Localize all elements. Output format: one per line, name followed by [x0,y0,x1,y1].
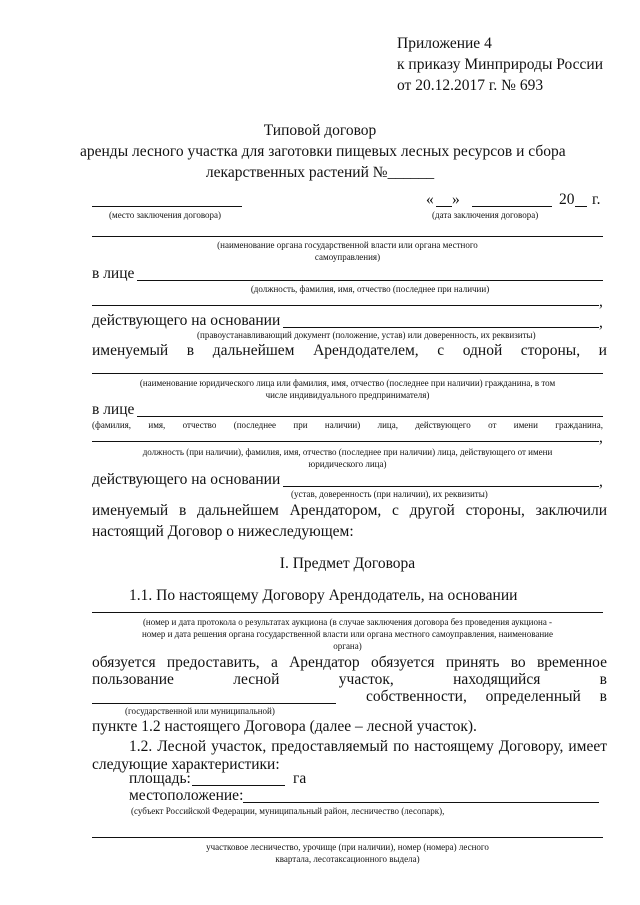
authority-caption-line-2: самоуправления) [314,252,381,262]
tenant-basis-caption: (устав, доверенность (при наличии), их реквизиты) [291,489,488,499]
tenant-name-caption [80,377,615,401]
area-unit: га [293,770,307,787]
auction-line[interactable] [92,612,603,613]
word: пользование [92,671,174,688]
word: собственности, [366,688,467,705]
word: и [598,342,607,359]
word: именуемый [92,342,169,359]
word: действующего [415,420,471,430]
date-quote-close: » [452,191,460,208]
place-line[interactable] [92,206,242,207]
comma: , [599,429,603,446]
tenant-name-caption-line-2: числе индивидуального предпринимателя) [265,390,430,400]
forestry-caption [92,841,603,865]
clause-point-line: пункте 1.2 настоящего Договора (далее – лесной участок). [92,718,477,735]
forestry-line[interactable] [92,837,603,838]
title-line-3: лекарственных растений №______ [205,164,435,181]
clause-1-1: 1.1. По настоящему Договору Арендодатель, на основании [129,587,518,604]
word: Арендатор [289,654,360,671]
word: находящийся [453,671,541,688]
landlord-in-person-label: в лице [92,265,135,282]
landlord-position-continuation-line[interactable] [92,305,599,306]
area-label: площадь: [129,770,191,787]
landlord-basis-line[interactable] [283,327,599,328]
tenant-name-caption-line-1: (наименование юридического лица или фамилия, имя, отчество (последнее при наличии) гражданина, в том [139,378,556,388]
word: в [599,688,607,705]
word: (фамилия, [92,420,132,430]
appendix-line-3: от 20.12.2017 г. № 693 [397,77,544,94]
word: принять [445,654,500,671]
date-year-prefix: 20 [559,191,575,208]
area-input-line[interactable] [192,785,285,786]
auction-caption-line-2: номер и дата решения органа государственной власти или органа местного самоуправления, наименование [141,629,553,639]
location-input-line[interactable] [243,802,599,803]
auction-caption-line-3: органа) [333,641,362,651]
word: стороны, [520,342,581,359]
word: с [437,342,445,359]
tenant-named-line-1: именуемый в дальнейшем Арендатором, с другой стороны, заключили [92,502,607,519]
location-caption: (субъект Российской Федерации, муниципальный район, лесничество (лесопарк), [131,806,445,816]
forestry-caption-line-2: квартала, лесотаксационного выдела) [275,854,420,864]
word: участок, [338,671,394,688]
comma: , [599,314,603,331]
landlord-basis-caption: (правоустанавливающий документ (положение, устав) или доверенность, их реквизиты) [197,330,536,340]
tenant-fio-caption [92,420,603,430]
word: а [270,654,278,671]
date-quote-open: « [426,191,434,208]
tenant-position-caption-line-2: юридического лица) [308,459,387,469]
word: отчество [182,420,217,430]
tenant-representative-line[interactable] [137,416,603,417]
place-caption: (место заключения договора) [109,210,222,220]
comma: , [599,293,603,310]
landlord-acting-basis-label: действующего на основании [92,312,281,329]
word: Арендодателем, [313,342,419,359]
auction-caption [80,616,615,652]
tenant-named-line-2: настоящий Договор о нижеследующем: [92,523,354,540]
word: от [488,420,497,430]
landlord-representative-line[interactable] [137,280,603,281]
tenant-name-line[interactable] [92,373,603,374]
auction-caption-line-1: (номер и дата протокола о результатах аукциона (в случае заключения договора без проведения аукциона - [142,617,553,627]
title-line-2: аренды лесного участка для заготовки пищевых лесных ресурсов и сбора [80,143,566,160]
word: лесной [233,671,280,688]
word: одной [462,342,503,359]
tenant-acting-basis-label: действующего на основании [92,471,281,488]
word: определенный [485,688,581,705]
word: лица, [377,420,398,430]
word: предоставить, [166,654,260,671]
tenant-basis-line[interactable] [283,486,599,487]
use-line [92,671,607,689]
date-month-line[interactable] [472,206,552,207]
ownership-line [366,688,607,706]
document-title [80,120,566,183]
tenant-position-caption-line-1: должность (при наличии), фамилия, имя, отчество (последнее при наличии) лица, действующего от имени [142,447,553,457]
word: в [599,671,607,688]
date-caption: (дата заключения договора) [432,210,539,220]
word: имя, [148,420,166,430]
section-1-heading: I. Предмет Договора [279,555,416,572]
title-line-1: Типовой договор [263,122,377,139]
location-label: местоположение: [129,787,244,804]
landlord-position-caption: (должность, фамилия, имя, отчество (последнее при наличии) [250,284,490,294]
ownership-type-line[interactable] [92,703,336,704]
word: при [293,420,308,430]
obliges-line [92,654,607,672]
clause-1-2-line-1: 1.2. Лесной участок, предоставляемый по настоящему Договору, имеет [129,738,607,755]
authority-caption [92,239,603,263]
word: временное [536,654,607,671]
tenant-position-caption [80,446,615,470]
date-year-suffix: г. [592,191,601,208]
word: обязуется [370,654,435,671]
word: дальнейшем [212,342,295,359]
authority-caption-line-1: (наименование органа государственной власти или органа местного [217,240,478,250]
clause-1-2-line-2: следующие характеристики: [92,756,280,773]
word: во [510,654,526,671]
appendix-line-1: Приложение 4 [397,35,492,52]
word: имени [513,420,538,430]
landlord-named-line [92,342,607,360]
authority-name-line[interactable] [92,236,603,237]
appendix-line-2: к приказу Минприроды России [397,56,604,73]
word: гражданина, [555,420,603,430]
tenant-fio-continuation-line[interactable] [92,441,599,442]
appendix-block [397,33,603,96]
ownership-caption: (государственной или муниципальной) [125,706,275,716]
comma: , [599,473,603,490]
date-day-line[interactable] [436,206,452,207]
date-year-line[interactable] [575,206,587,207]
word: (последнее [233,420,277,430]
word: наличии) [324,420,361,430]
tenant-in-person-label: в лице [92,401,135,418]
forestry-caption-line-1: участковое лесничество, урочище (при наличии), номер (номера) лесного [206,842,489,852]
word: в [186,342,195,359]
word: обязуется [92,654,156,671]
